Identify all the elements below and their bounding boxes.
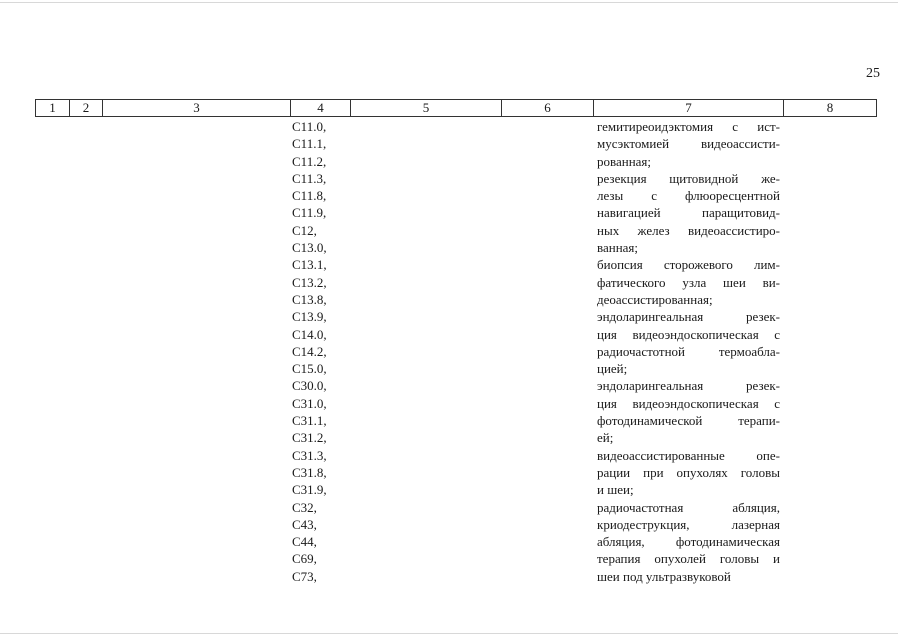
procedure-description-column xyxy=(597,118,780,585)
description-line: рованная; xyxy=(597,153,652,169)
diagnosis-code: C13.1, xyxy=(292,257,327,273)
description-line: ция видеоэндоскопическая с xyxy=(597,326,780,342)
diagnosis-code: C11.0, xyxy=(292,119,327,134)
diagnosis-code: C11.1, xyxy=(292,136,327,152)
description-line: навигацией паращитовид- xyxy=(597,205,780,221)
description-line: резекция щитовидной же- xyxy=(597,170,780,186)
description-line: фатического узла шеи ви- xyxy=(597,274,780,290)
diagnosis-code: C12, xyxy=(292,222,317,238)
diagnosis-code: C31.8, xyxy=(292,464,327,480)
description-line: радиочастотной термоабла- xyxy=(597,343,780,359)
description-line: эндоларингеальная резек- xyxy=(597,309,780,325)
diagnosis-code: C31.2, xyxy=(292,430,327,446)
description-line: ция видеоэндоскопическая с xyxy=(597,395,780,411)
description-line: абляция, фотодинамическая xyxy=(597,534,780,550)
header-col-1: 1 xyxy=(36,100,70,117)
diagnosis-code: C13.8, xyxy=(292,291,327,307)
description-line: деоассистированная; xyxy=(597,291,713,307)
column-header-table xyxy=(35,99,877,117)
header-col-4: 4 xyxy=(291,100,351,117)
description-line: терапия опухолей головы и xyxy=(597,551,780,567)
diagnosis-code: C11.9, xyxy=(292,205,327,221)
description-line: шеи под ультразвуковой xyxy=(597,568,731,584)
header-col-5: 5 xyxy=(351,100,502,117)
diagnosis-code: C11.3, xyxy=(292,170,327,186)
description-line: ных желез видеоассистиро- xyxy=(597,222,780,238)
header-row xyxy=(36,100,877,117)
diagnosis-code: C44, xyxy=(292,534,317,550)
diagnosis-code: C14.2, xyxy=(292,343,327,359)
description-line: радиочастотная абляция, xyxy=(597,499,780,515)
diagnosis-code: C13.2, xyxy=(292,274,327,290)
scan-top-edge xyxy=(0,2,898,3)
description-line: лезы с флюоресцентной xyxy=(597,188,780,204)
diagnosis-code: C32, xyxy=(292,499,317,515)
description-line: ей; xyxy=(597,430,614,446)
diagnosis-code: C73, xyxy=(292,568,317,584)
diagnosis-code: C14.0, xyxy=(292,326,327,342)
header-col-2: 2 xyxy=(70,100,103,117)
diagnosis-code: C15.0, xyxy=(292,361,327,377)
diagnosis-code: C43, xyxy=(292,516,317,532)
header-col-6: 6 xyxy=(502,100,594,117)
description-line: цией; xyxy=(597,361,628,377)
description-line: мусэктомией видеоассисти- xyxy=(597,136,780,152)
description-line: ванная; xyxy=(597,240,639,256)
description-line: биопсия сторожевого лим- xyxy=(597,257,780,273)
diagnosis-code: C69, xyxy=(292,551,317,567)
scan-bottom-edge xyxy=(0,633,898,634)
diagnosis-code: C31.1, xyxy=(292,413,327,429)
description-line: эндоларингеальная резек- xyxy=(597,378,780,394)
diagnosis-code: C31.9, xyxy=(292,482,327,498)
header-col-7: 7 xyxy=(594,100,784,117)
description-line: видеоассистированные опе- xyxy=(597,447,780,463)
header-col-8: 8 xyxy=(784,100,877,117)
header-col-3: 3 xyxy=(103,100,291,117)
diagnosis-code: C30.0, xyxy=(292,378,327,394)
diagnosis-code: C11.8, xyxy=(292,188,327,204)
description-line: и шеи; xyxy=(597,482,634,498)
diagnosis-code: C13.9, xyxy=(292,309,327,325)
diagnosis-codes-column xyxy=(292,118,362,585)
description-line: гемитиреоидэктомия с ист- xyxy=(597,119,780,134)
description-line: фотодинамической терапи- xyxy=(597,413,780,429)
diagnosis-code: C11.2, xyxy=(292,153,327,169)
diagnosis-code: C31.0, xyxy=(292,395,327,411)
page-number: 25 xyxy=(866,66,880,81)
diagnosis-code: C31.3, xyxy=(292,447,327,463)
description-line: рации при опухолях головы xyxy=(597,464,780,480)
description-line: криодеструкция, лазерная xyxy=(597,516,780,532)
diagnosis-code: C13.0, xyxy=(292,240,327,256)
